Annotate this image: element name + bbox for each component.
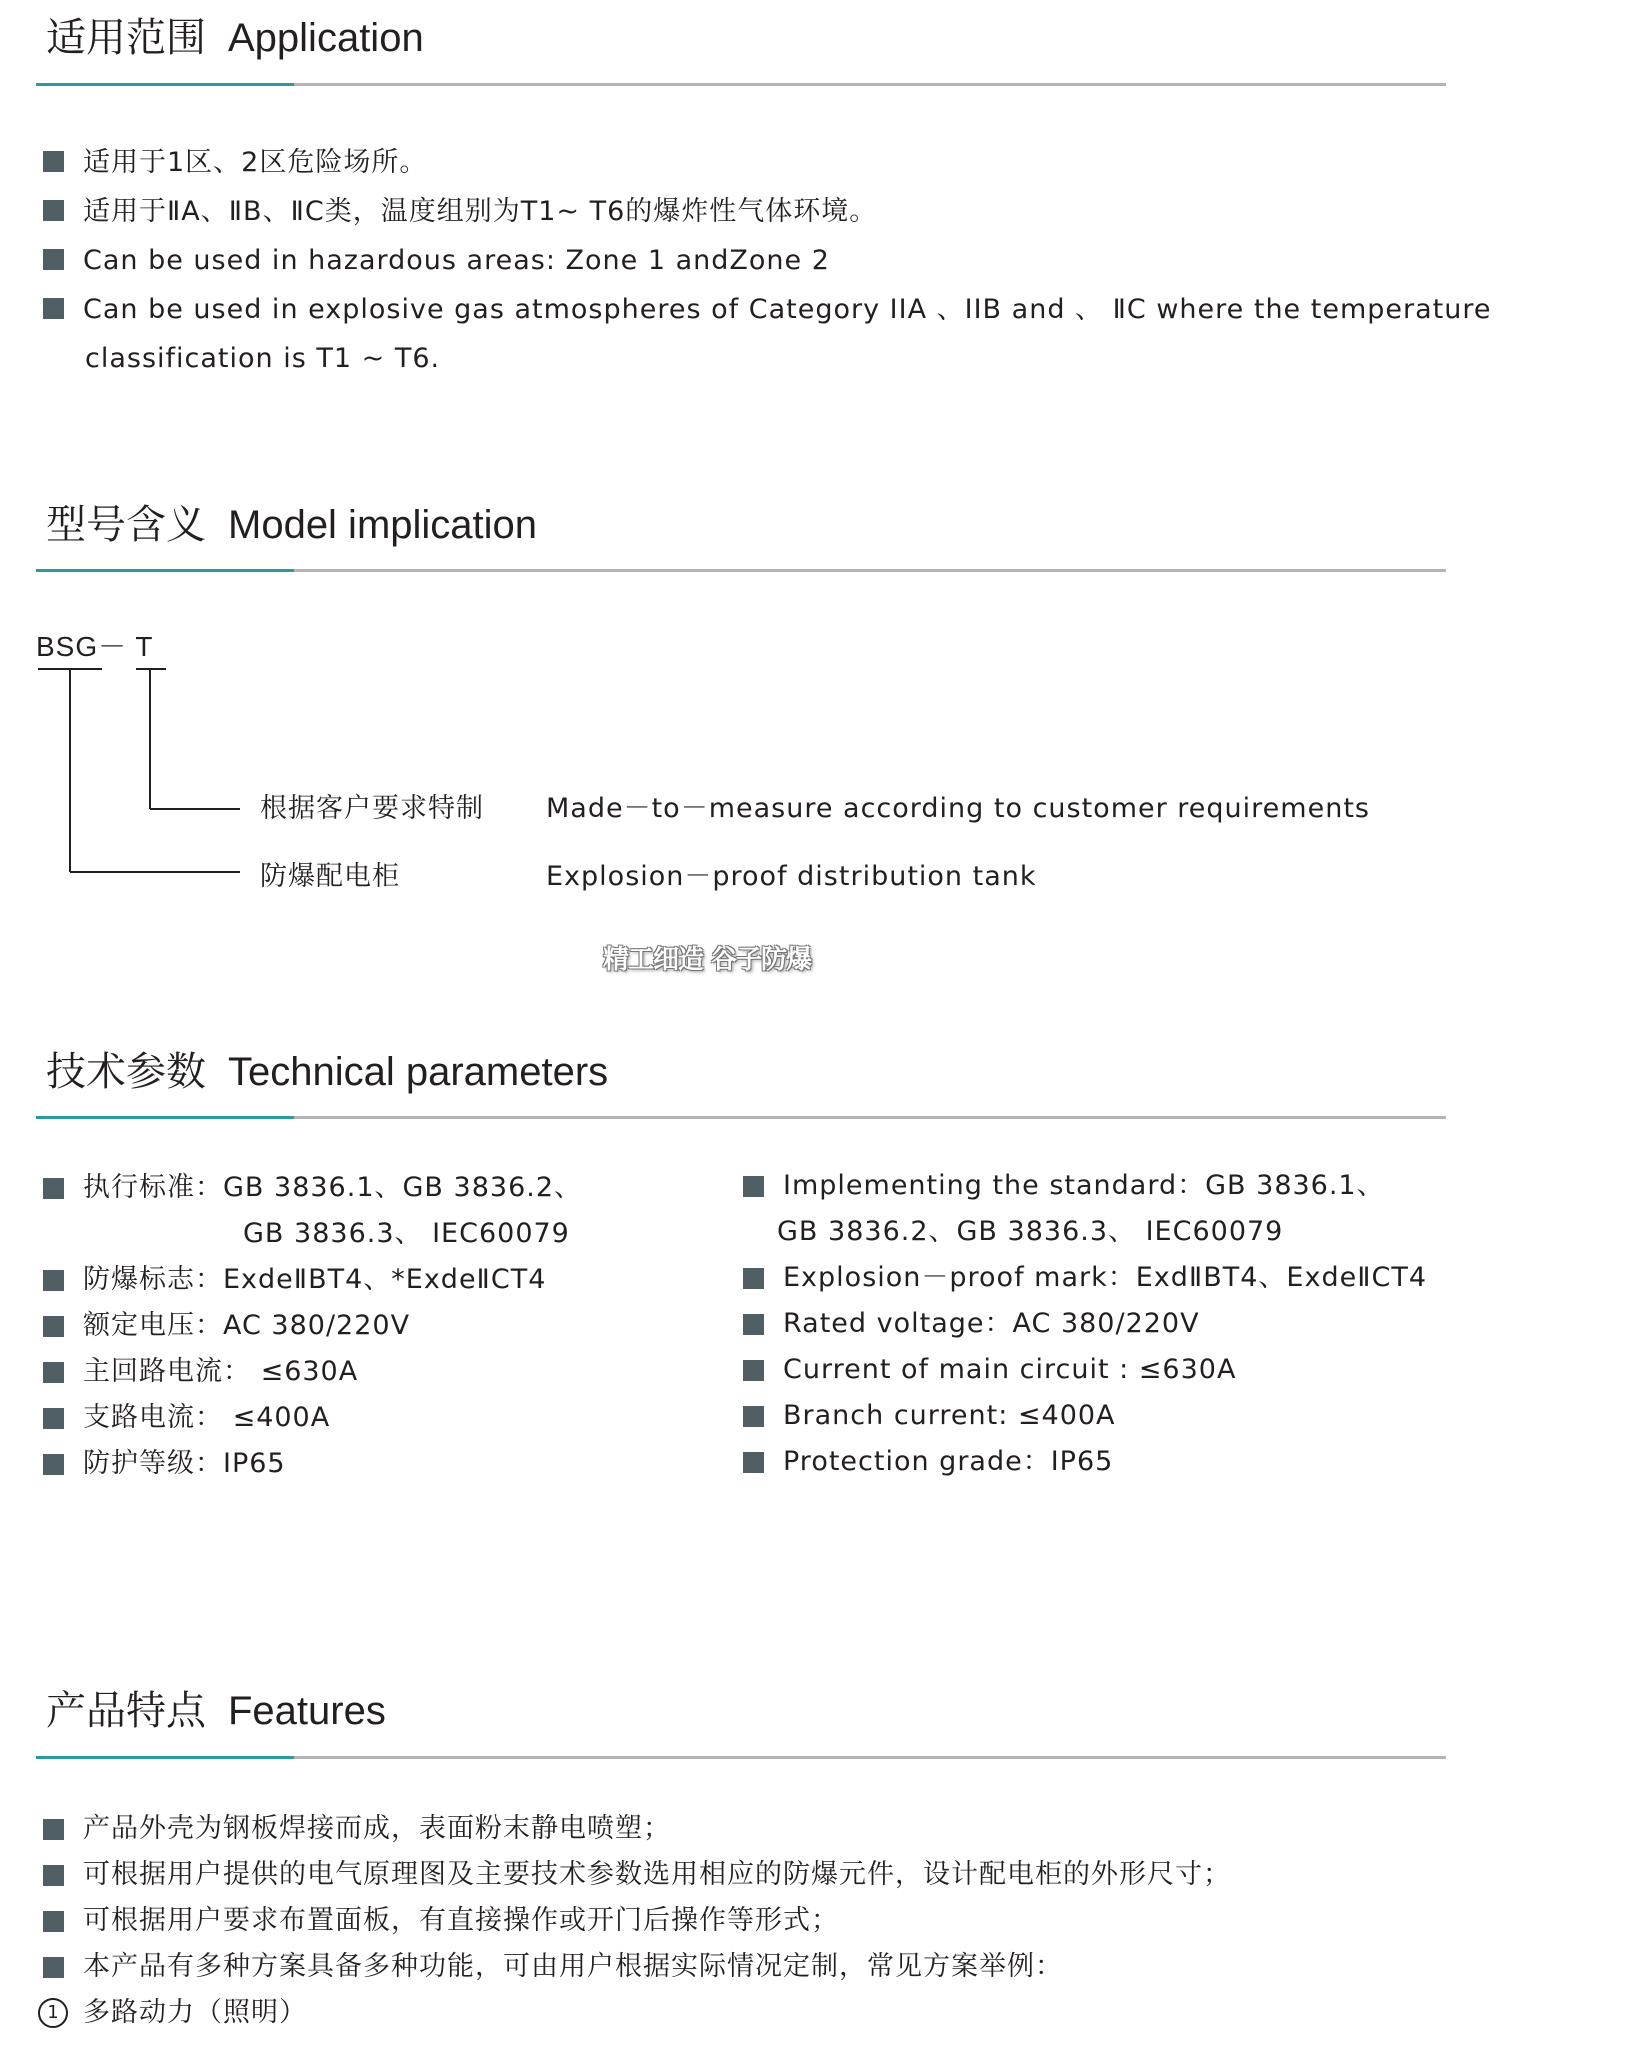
list-item-text: 适用于ⅡA、ⅡB、ⅡC类，温度组别为T1~ T6的爆炸性气体环境。 bbox=[83, 196, 878, 227]
list-item bbox=[38, 1303, 582, 1349]
bullet-square-icon bbox=[43, 1819, 64, 1840]
model-title-en: Model implication bbox=[228, 503, 538, 547]
features-title-cn: 产品特点 bbox=[46, 1688, 206, 1734]
bullet-square-icon bbox=[43, 1911, 64, 1932]
technical-title bbox=[46, 1040, 608, 1097]
features-divider bbox=[36, 1756, 1446, 1759]
list-item-text: Protection grade：IP65 bbox=[783, 1446, 1114, 1477]
list-item-text: Branch current: ≤400A bbox=[783, 1400, 1116, 1431]
bullet-square-icon bbox=[743, 1268, 764, 1289]
list-item bbox=[738, 1393, 1427, 1439]
list-item bbox=[738, 1347, 1427, 1393]
list-item-continuation: GB 3836.3、 IEC60079 bbox=[243, 1218, 570, 1249]
bullet-square-icon bbox=[743, 1406, 764, 1427]
technical-divider-accent bbox=[36, 1116, 294, 1119]
list-item bbox=[38, 1349, 582, 1395]
bullet-square-icon bbox=[43, 1408, 64, 1429]
circled-number-icon: 1 bbox=[38, 1998, 68, 2028]
application-divider bbox=[36, 83, 1446, 86]
list-item-text: 防爆标志：ExdeⅡBT4、*ExdeⅡCT4 bbox=[83, 1264, 547, 1295]
model-title-cn: 型号含义 bbox=[46, 502, 206, 548]
list-item bbox=[38, 1257, 582, 1303]
model-title bbox=[46, 493, 537, 550]
list-item bbox=[38, 1852, 1231, 1898]
model-row-cn: 防爆配电柜 bbox=[260, 861, 400, 892]
bullet-square-icon bbox=[43, 1362, 64, 1383]
list-item-text: 本产品有多种方案具备多种功能，可由用户根据实际情况定制，常见方案举例： bbox=[83, 1951, 1063, 1982]
list-item-text: Can be used in explosive gas atmospheres of Category IIA 、IIB and 、 ⅡC where the temperature bbox=[83, 294, 1492, 325]
list-item-text: 防护等级：IP65 bbox=[83, 1448, 286, 1479]
list-item-text: 主回路电流： ≤630A bbox=[83, 1356, 359, 1387]
list-item bbox=[738, 1301, 1427, 1347]
model-row-tank bbox=[260, 854, 1037, 893]
model-row-cn: 根据客户要求特制 bbox=[260, 793, 484, 824]
list-item bbox=[38, 1898, 1231, 1944]
bullet-square-icon bbox=[43, 151, 64, 172]
watermark: 精工细造 谷子防爆 bbox=[603, 945, 812, 975]
bullet-square-icon bbox=[743, 1314, 764, 1335]
bullet-square-icon bbox=[743, 1176, 764, 1197]
application-title bbox=[46, 6, 424, 63]
features-title bbox=[46, 1679, 386, 1736]
list-item bbox=[38, 236, 1491, 285]
bullet-square-icon bbox=[43, 249, 64, 270]
technical-list-en bbox=[738, 1163, 1427, 1485]
list-item-text: 产品外壳为钢板焊接而成，表面粉末静电喷塑； bbox=[83, 1813, 671, 1844]
list-item-text: 可根据用户要求布置面板，有直接操作或开门后操作等形式； bbox=[83, 1905, 839, 1936]
application-title-en: Application bbox=[228, 16, 424, 60]
technical-list-cn bbox=[38, 1165, 582, 1487]
technical-divider bbox=[36, 1116, 1446, 1119]
list-item-continuation: GB 3836.2、GB 3836.3、 IEC60079 bbox=[777, 1216, 1284, 1247]
model-divider bbox=[36, 569, 1446, 572]
list-item-text: 额定电压：AC 380/220V bbox=[83, 1310, 411, 1341]
bullet-square-icon bbox=[43, 1957, 64, 1978]
list-item bbox=[738, 1439, 1427, 1485]
list-item bbox=[38, 1441, 582, 1487]
list-item bbox=[38, 1944, 1231, 1990]
list-item-text: 可根据用户提供的电气原理图及主要技术参数选用相应的防爆元件，设计配电柜的外形尺寸； bbox=[83, 1859, 1231, 1890]
numbered-item bbox=[38, 1990, 1231, 2036]
bullet-square-icon bbox=[43, 1316, 64, 1337]
list-item bbox=[738, 1255, 1427, 1301]
features-list bbox=[38, 1806, 1231, 2036]
list-item bbox=[38, 138, 1491, 187]
application-list bbox=[38, 138, 1491, 383]
bullet-square-icon bbox=[43, 200, 64, 221]
list-item-text: Explosion－proof mark：ExdⅡBT4、ExdeⅡCT4 bbox=[783, 1262, 1428, 1293]
bullet-square-icon bbox=[43, 298, 64, 319]
list-item bbox=[38, 1165, 582, 1257]
list-item bbox=[38, 187, 1491, 236]
features-title-en: Features bbox=[228, 1689, 386, 1733]
model-row-en: Explosion－proof distribution tank bbox=[546, 861, 1037, 892]
list-item-text: Current of main circuit : ≤630A bbox=[783, 1354, 1237, 1385]
bullet-square-icon bbox=[743, 1360, 764, 1381]
list-item-text: 多路动力（照明） bbox=[83, 1997, 307, 2028]
list-item-text: Can be used in hazardous areas: Zone 1 andZone 2 bbox=[83, 245, 830, 276]
list-item-text: 适用于1区、2区危险场所。 bbox=[83, 147, 428, 178]
list-item-continuation: classification is T1 ~ T6. bbox=[85, 343, 441, 374]
technical-title-en: Technical parameters bbox=[228, 1050, 609, 1094]
model-row-custom bbox=[260, 786, 1370, 825]
bullet-square-icon bbox=[743, 1452, 764, 1473]
application-divider-accent bbox=[36, 83, 294, 86]
features-divider-accent bbox=[36, 1756, 294, 1759]
bullet-square-icon bbox=[43, 1178, 64, 1199]
list-item-text: 执行标准：GB 3836.1、GB 3836.2、 bbox=[83, 1172, 583, 1203]
bullet-square-icon bbox=[43, 1865, 64, 1886]
list-item bbox=[38, 1395, 582, 1441]
model-divider-accent bbox=[36, 569, 294, 572]
list-item bbox=[38, 1806, 1231, 1852]
list-item-text: Rated voltage：AC 380/220V bbox=[783, 1308, 1200, 1339]
list-item bbox=[738, 1163, 1427, 1255]
model-code: BSG－ T bbox=[36, 631, 154, 662]
list-item bbox=[38, 285, 1491, 383]
application-title-cn: 适用范围 bbox=[46, 15, 206, 61]
bullet-square-icon bbox=[43, 1454, 64, 1475]
list-item-text: Implementing the standard：GB 3836.1、 bbox=[783, 1170, 1385, 1201]
list-item-text: 支路电流： ≤400A bbox=[83, 1402, 331, 1433]
bullet-square-icon bbox=[43, 1270, 64, 1291]
technical-title-cn: 技术参数 bbox=[46, 1049, 206, 1095]
model-row-en: Made－to－measure according to customer requirements bbox=[546, 793, 1370, 824]
